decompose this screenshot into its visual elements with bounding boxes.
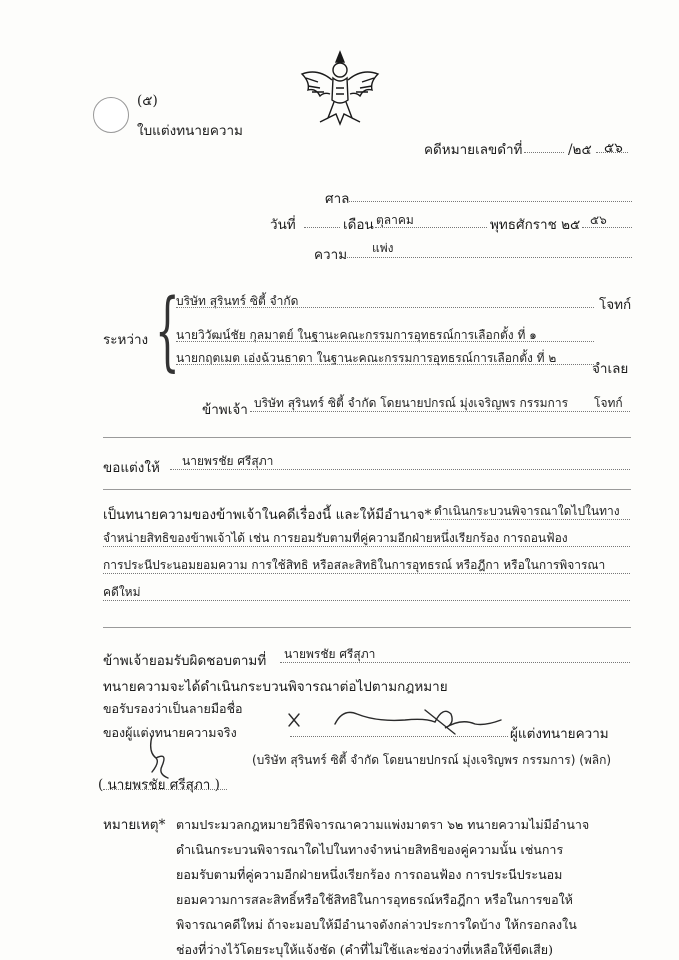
principal-signature-icon [285,700,520,740]
powers-rule-4 [103,600,630,601]
responsibility-field[interactable] [280,662,630,663]
month-label: เดือน [343,217,374,233]
case-year-prefix: /๒๕ [568,142,592,158]
defendant-role: จำเลย [592,361,629,377]
powers-line-3: การประนีประนอมยอมความ การใช้สิทธิ หรือสละสิทธิในการอุทธรณ์ หรือฎีกา หรือในการพิจารณา [103,558,606,572]
day-field[interactable] [304,227,340,228]
responsibility-line-2: ทนายความจะได้ดำเนินกระบวนพิจารณาต่อไปตามกฎหมาย [103,679,448,695]
matter-value: แพ่ง [372,241,394,255]
appoint-field[interactable] [170,469,630,470]
garuda-emblem-icon [298,48,382,128]
powers-rule-1 [430,519,630,520]
defendant-line-1: นายวิวัฒน์ชัย กุลมาตย์ ในฐานะคณะกรรมการอุทธรณ์การเลือกตั้ง ที่ ๑ [176,328,537,342]
defendant-line-1-rule [176,341,594,342]
principal-value: บริษัท สุรินทร์ ซิตี้ จำกัด โดยนายปกรณ์ มุ่งเจริญพร กรรมการ [254,396,569,410]
powers-line-4: คดีใหม่ [103,585,141,599]
powers-rule-3 [103,573,630,574]
lawyer-printed-name: ( นายพรชัย ศรีสุภา ) [98,777,220,793]
principal-role: โจทก์ [594,396,623,410]
brace-icon: { [155,281,180,381]
case-year-line [596,152,628,153]
month-value: ตุลาคม [376,213,414,227]
note-label: หมายเหตุ* [103,817,166,833]
year-field[interactable] [582,227,632,228]
case-number-field[interactable] [524,152,564,153]
court-field[interactable] [349,201,632,202]
signer-role: ผู้แต่งทนายความ [510,726,609,742]
note-line: ดำเนินกระบวนพิจารณาใดไปในทางจำหน่ายสิทธิของคู่ความนั้น เช่นการ [176,842,564,857]
court-label: ศาล [325,191,350,207]
signature-field[interactable] [290,736,508,737]
certify-line-1: ขอรับรองว่าเป็นลายมือชื่อ [103,701,243,716]
note-line: ช่องที่ว่างไว้โดยระบุให้แจ้งชัด (คำที่ไม่ใช้และช่องว่างที่เหลือให้ขีดเสีย) [176,942,554,957]
punch-hole [93,97,129,133]
note-line: ยอมรับตามที่คู่ความอีกฝ่ายหนึ่งเรียกร้อง การถอนฟ้อง การประนีประนอม [176,867,563,882]
form-number: (๕) [137,93,158,109]
matter-label: ความ [314,247,348,263]
appoint-label: ขอแต่งให้ [103,460,160,476]
matter-field[interactable] [344,257,632,258]
principal-label: ข้าพเจ้า [202,402,248,418]
plaintiff-name: บริษัท สุรินทร์ ซิตี้ จำกัด [176,294,299,308]
between-label: ระหว่าง [103,332,149,348]
powers-rule-2 [103,546,630,547]
form-title: ใบแต่งทนายความ [137,123,243,139]
responsibility-value: นายพรชัย ศรีสุภา [284,647,376,661]
defendant-line-2-rule [176,364,594,365]
lawyer-name-rule [103,789,227,790]
year-label: พุทธศักราช ๒๕ [490,217,581,233]
divider-2 [103,489,631,490]
note-line: พิจารณาคดีใหม่ ถ้าจะมอบให้มีอำนาจดังกล่าวประการใดบ้าง ให้กรอกลงใน [176,917,577,932]
powers-line-1: ดำเนินกระบวนพิจารณาใดไปในทาง [434,504,620,518]
divider-3 [103,627,631,628]
note-line: ยอมความการสละสิทธิ์หรือใช้สิทธิในการอุทธรณ์หรือฎีกา หรือในการขอให้ [176,892,573,907]
note-line: ตามประมวลกฎหมายวิธีพิจารณาความแพ่งมาตรา ๖๒ ทนายความไม่มีอำนาจ [176,817,590,832]
month-field[interactable] [375,227,487,228]
case-number-label: คดีหมายเลขดำที่ [424,142,523,158]
case-year-value: ๕๖ [604,140,623,156]
defendant-line-2: นายกฤตเมต เอ่งฉ้วนธาดา ในฐานะคณะกรรมการอุทธรณ์การเลือกตั้ง ที่ ๒ [176,351,557,365]
divider-1 [103,437,631,438]
year-value: ๕๖ [590,213,607,227]
principal-field[interactable] [250,411,630,412]
powers-line-2: จำหน่ายสิทธิของข้าพเจ้าได้ เช่น การยอมรับตามที่คู่ความอีกฝ่ายหนึ่งเรียกร้อง การถอนฟ้อง [103,531,568,545]
certify-line-2: ของผู้แต่งทนายความจริง [103,725,237,740]
plaintiff-field[interactable] [176,307,594,308]
signer-printed-name: (บริษัท สุรินทร์ ซิตี้ จำกัด โดยนายปกรณ์ มุ่งเจริญพร กรรมการ) (พลิก) [252,753,612,767]
powers-lead: เป็นทนายความของข้าพเจ้าในคดีเรื่องนี้ และให้มีอำนาจ* [103,507,432,523]
appoint-value: นายพรชัย ศรีสุภา [182,454,274,468]
day-label: วันที่ [270,217,296,233]
responsibility-label: ข้าพเจ้ายอมรับผิดชอบตามที่ [103,653,267,669]
plaintiff-role: โจทก์ [599,297,632,313]
